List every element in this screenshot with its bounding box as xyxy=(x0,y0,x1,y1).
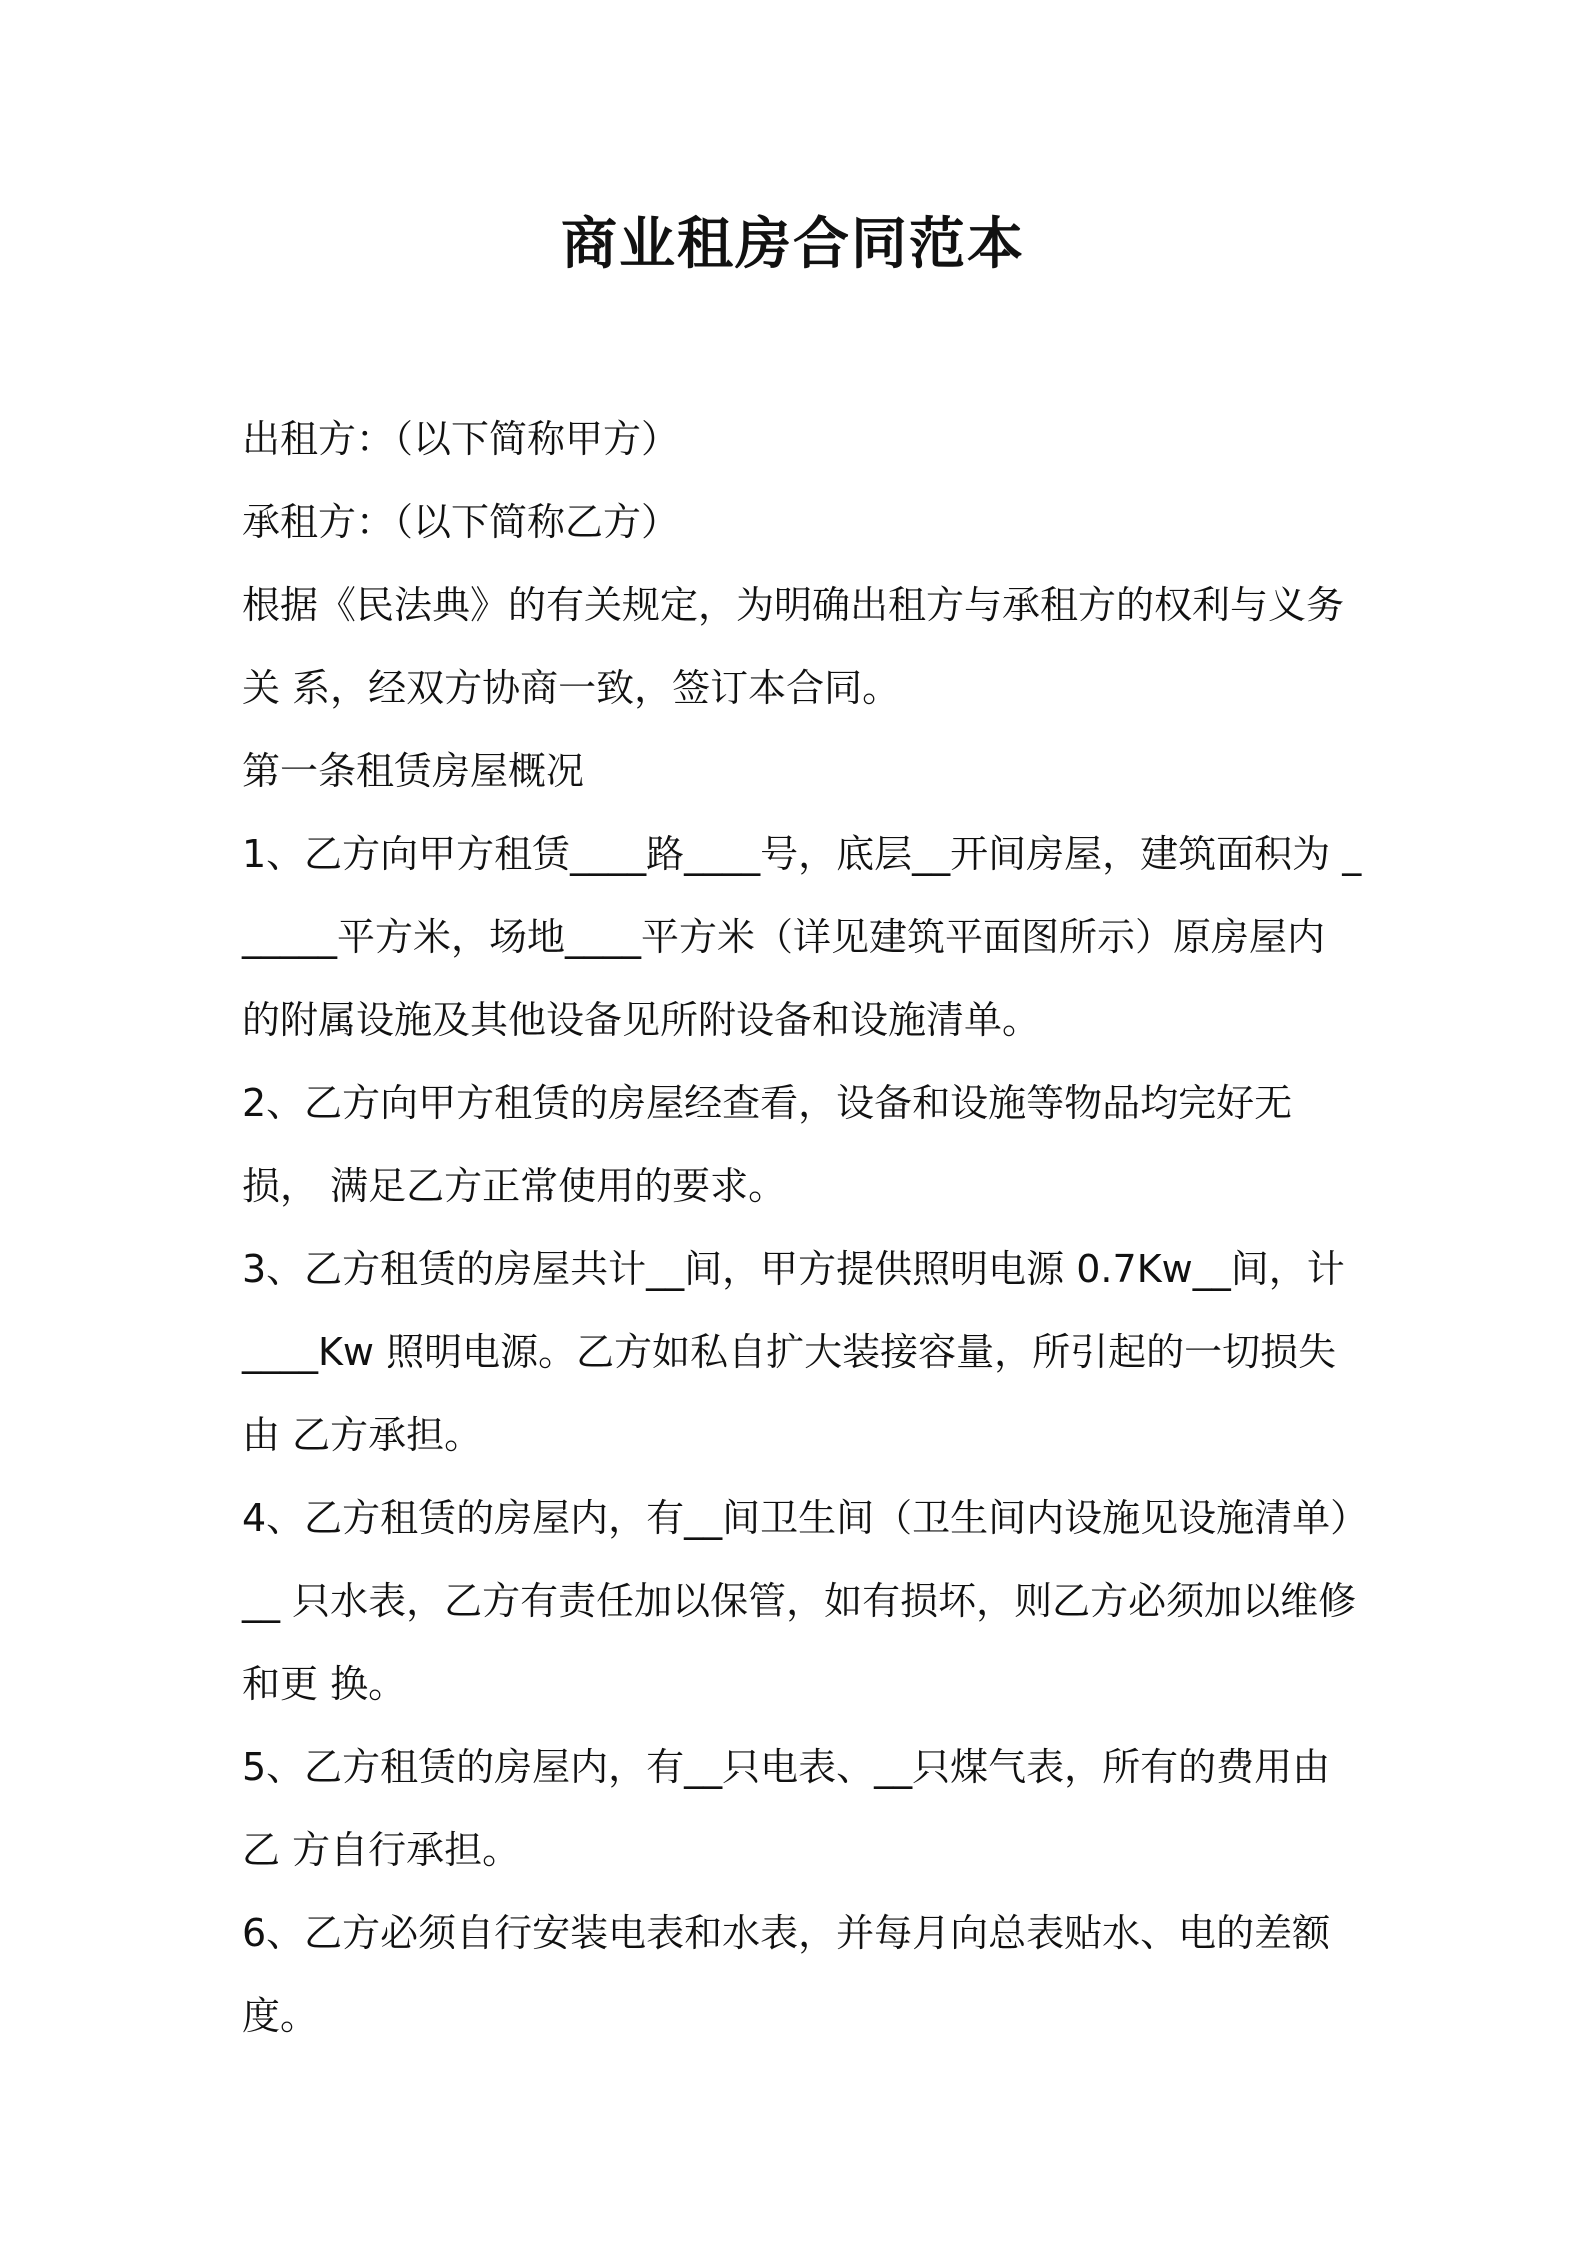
article-one-heading: 第一条租赁房屋概况 xyxy=(242,749,585,793)
clause-1: 1、乙方向甲方租赁____路____号，底层__开间房屋，建筑面积为 ______平方米，场地____平方米（详见建筑平面图所示）原房屋内 的附属设施及其他设备见所附设备和设施清单。 xyxy=(242,832,1362,1042)
document-body xyxy=(242,398,1362,2058)
clause-5: 5、乙方租赁的房屋内，有__只电表、__只煤气表，所有的费用由乙 方自行承担。 xyxy=(242,1745,1331,1872)
preamble-paragraph: 根据《民法典》的有关规定，为明确出租方与承租方的权利与义务关 系，经双方协商一致，签订本合同。 xyxy=(242,583,1345,710)
lessee-line: 承租方：（以下简称乙方） xyxy=(242,500,680,544)
clause-4: 4、乙方租赁的房屋内，有__间卫生间（卫生间内设施见设施清单）__ 只水表，乙方有责任加以保管，如有损坏，则乙方必须加以维修和更 换。 xyxy=(242,1496,1357,1706)
clause-6: 6、乙方必须自行安装电表和水表，并每月向总表贴水、电的差额度。 xyxy=(242,1911,1331,2038)
document-title: 商业租房合同范本 xyxy=(561,212,1025,277)
clause-3: 3、乙方租赁的房屋共计__间，甲方提供照明电源 0.7Kw__间，计 ____Kw 照明电源。乙方如私自扩大装接容量，所引起的一切损失由 乙方承担。 xyxy=(242,1247,1345,1457)
clause-2: 2、乙方向甲方租赁的房屋经查看，设备和设施等物品均完好无损， 满足乙方正常使用的要求。 xyxy=(242,1081,1293,1208)
lessor-line: 出租方：（以下简称甲方） xyxy=(242,417,680,461)
